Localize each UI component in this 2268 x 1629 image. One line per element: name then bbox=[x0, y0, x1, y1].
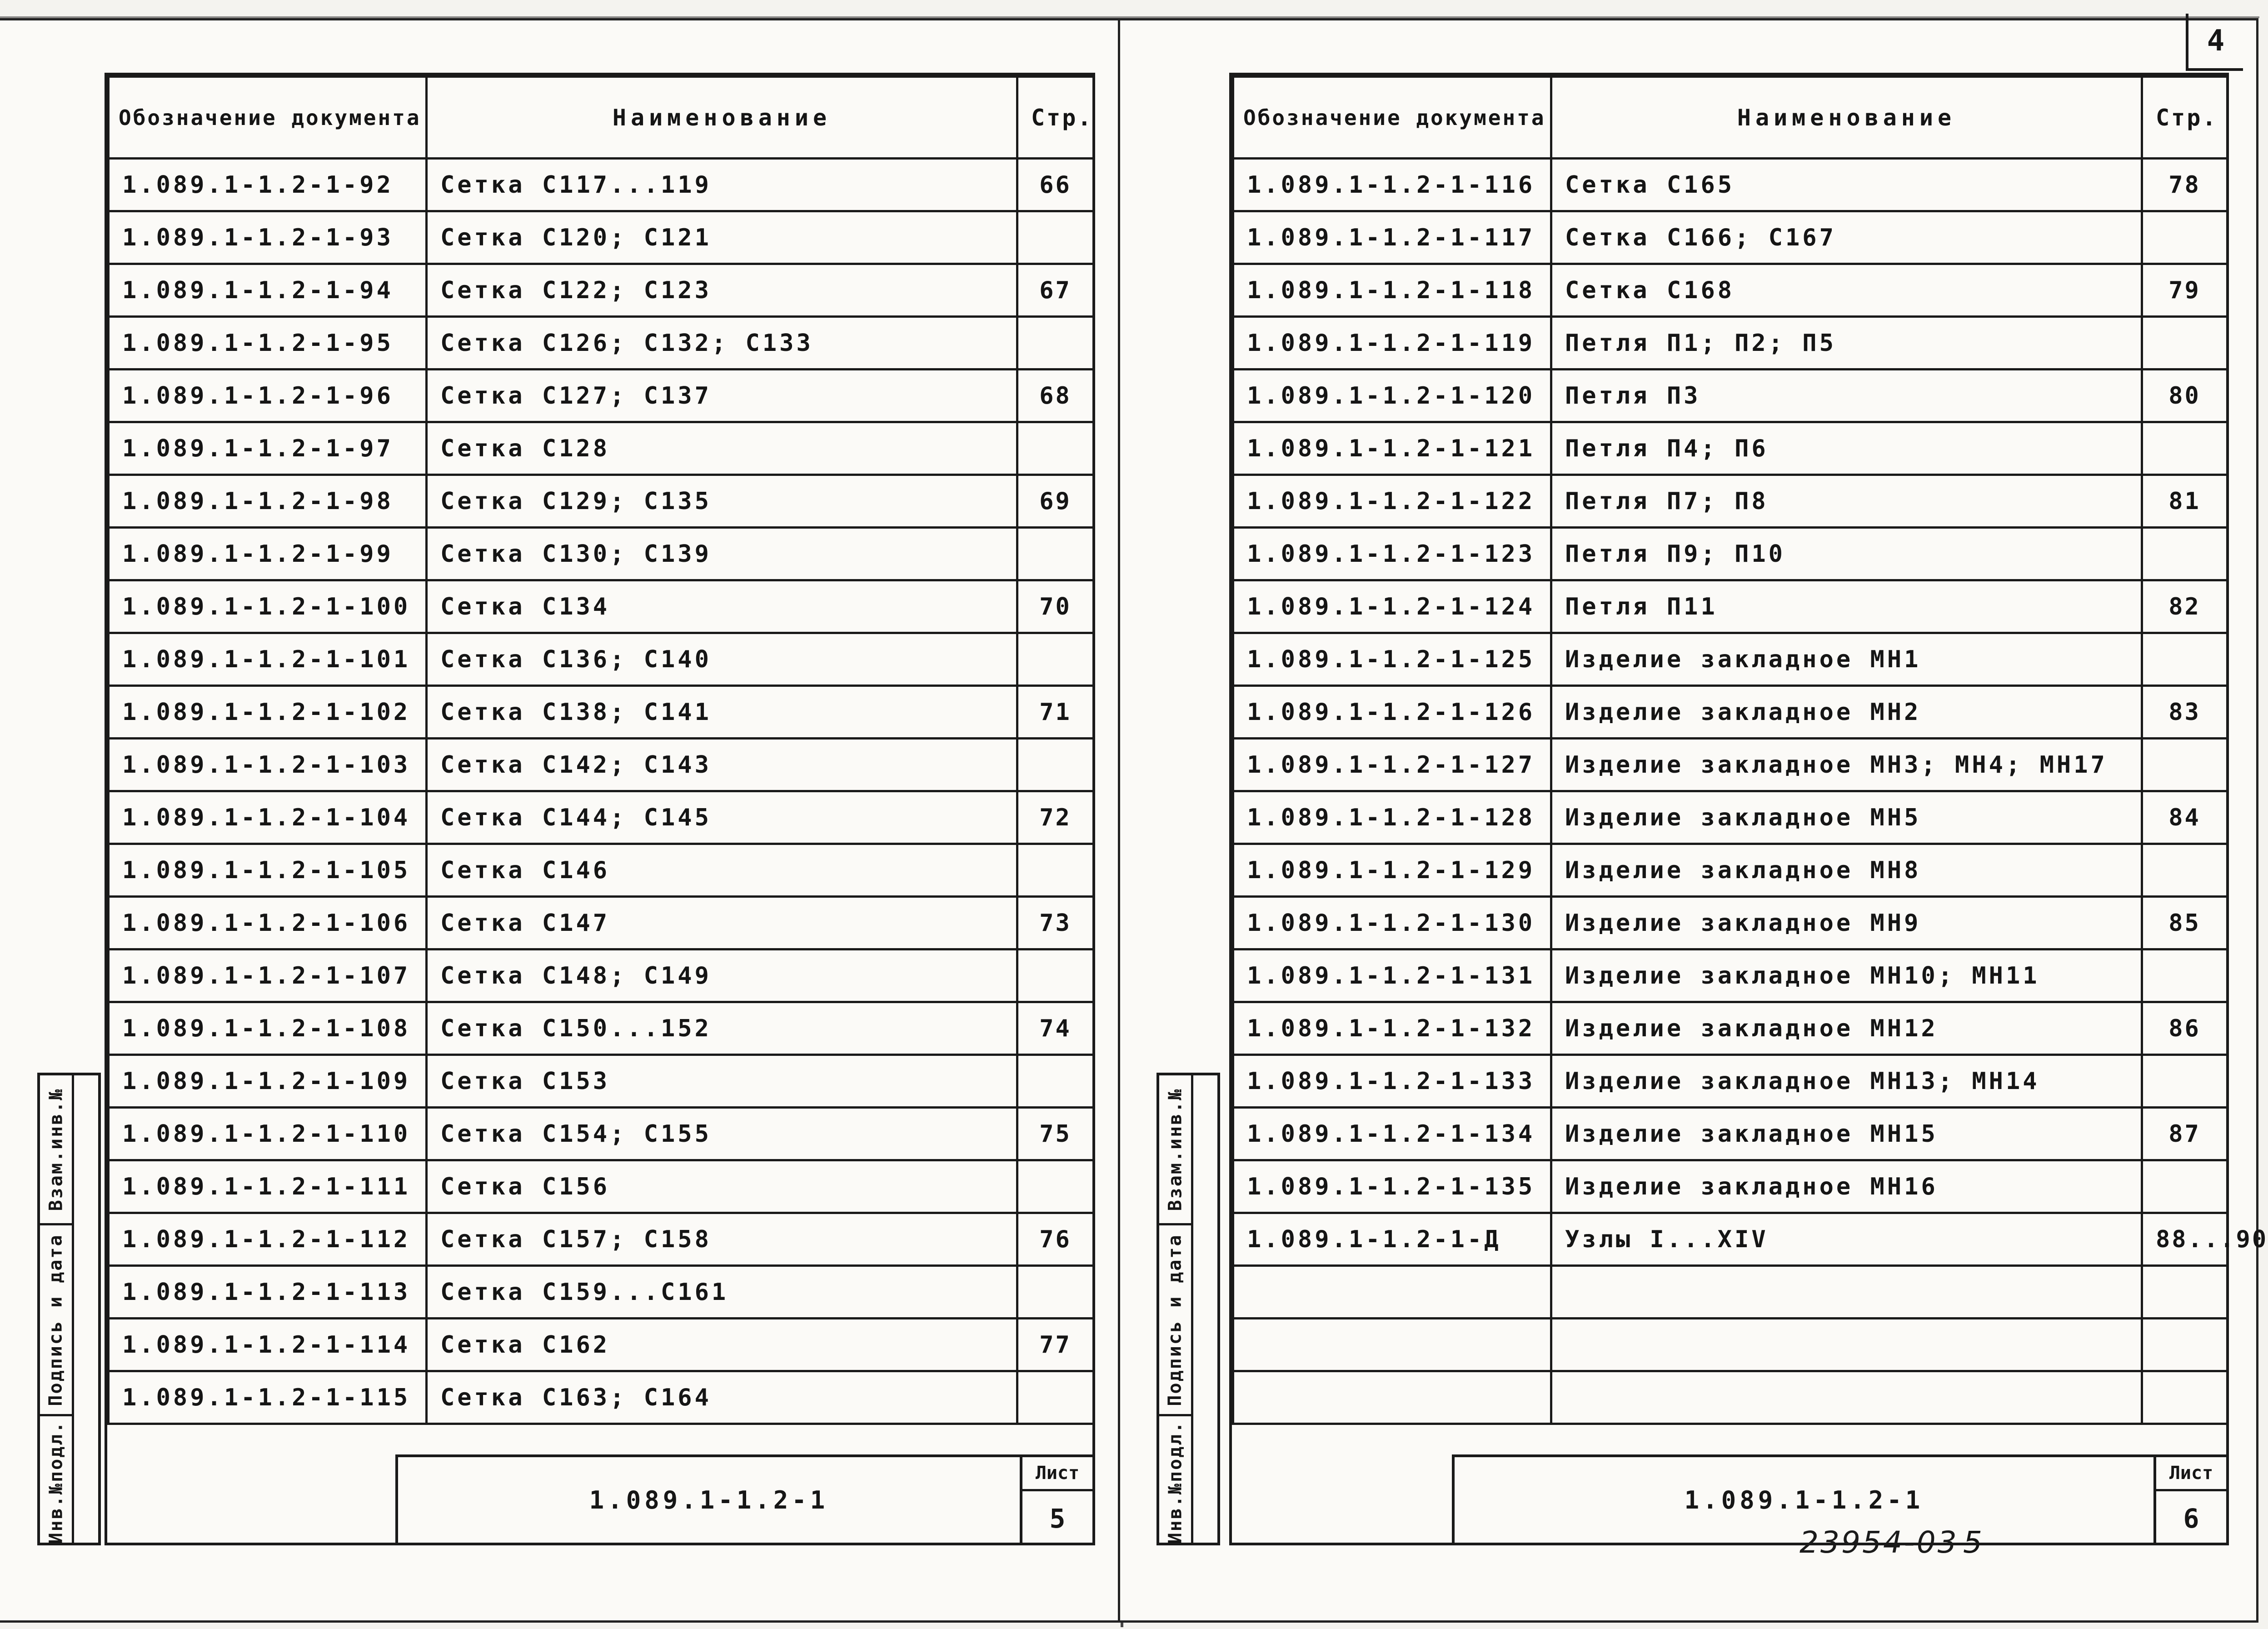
table-header-row bbox=[1233, 77, 2228, 159]
cell-document-code: 1.089.1-1.2-1-Д bbox=[1233, 1213, 1551, 1266]
cell-document-name: Изделие закладное МН15 bbox=[1551, 1108, 2142, 1160]
cell-page bbox=[1017, 211, 1094, 264]
side-cell-podpis bbox=[40, 1225, 72, 1416]
cell-document-code: 1.089.1-1.2-1-96 bbox=[109, 370, 427, 422]
cell-page: 85 bbox=[2142, 897, 2228, 949]
cell-document-code: 1.089.1-1.2-1-94 bbox=[109, 264, 427, 317]
left-contents-frame bbox=[105, 73, 1095, 1545]
cell-document-code: 1.089.1-1.2-1-129 bbox=[1233, 844, 1551, 897]
cell-page: 86 bbox=[2142, 1002, 2228, 1055]
cell-document-name: Изделие закладное МН10; МН11 bbox=[1551, 949, 2142, 1002]
cell-document-name: Изделие закладное МН1 bbox=[1551, 633, 2142, 686]
left-title-block bbox=[395, 1454, 1095, 1545]
cell-document-name: Изделие закладное МН9 bbox=[1551, 897, 2142, 949]
archive-number: 23954-03 bbox=[1799, 1525, 1959, 1560]
table-row bbox=[1233, 475, 2228, 528]
cell-document-name: Сетка С122; С123 bbox=[427, 264, 1017, 317]
cell-document-name: Сетка С126; С132; С133 bbox=[427, 317, 1017, 370]
side-cell-inv bbox=[40, 1416, 72, 1548]
cell-page: 87 bbox=[2142, 1108, 2228, 1160]
cell-page bbox=[2142, 739, 2228, 791]
cell-document-code: 1.089.1-1.2-1-110 bbox=[109, 1108, 427, 1160]
side-cell-vzam bbox=[1159, 1075, 1191, 1225]
right-contents-table bbox=[1232, 75, 2268, 1425]
header-name: Наименование bbox=[427, 77, 1017, 159]
cell-page bbox=[2142, 633, 2228, 686]
cell-page bbox=[2142, 528, 2228, 580]
cell-document-name: Петля П1; П2; П5 bbox=[1551, 317, 2142, 370]
cell-page bbox=[1017, 1055, 1094, 1108]
cell-document-code: 1.089.1-1.2-1-102 bbox=[109, 686, 427, 739]
table-row bbox=[1233, 1160, 2228, 1213]
cell-page: 84 bbox=[2142, 791, 2228, 844]
side-rule bbox=[1191, 1075, 1193, 1543]
header-page: Стр. bbox=[1017, 77, 1094, 159]
cell-page: 69 bbox=[1017, 475, 1094, 528]
right-stamp-sheet bbox=[2153, 1457, 2226, 1543]
cell-document-name: Сетка С163; С164 bbox=[427, 1371, 1017, 1424]
table-row bbox=[109, 1213, 1094, 1266]
cell-page: 74 bbox=[1017, 1002, 1094, 1055]
cell-document-name: Сетка С146 bbox=[427, 844, 1017, 897]
cell-page: 67 bbox=[1017, 264, 1094, 317]
cell-document-name: Сетка С136; С140 bbox=[427, 633, 1017, 686]
cell-document-code: 1.089.1-1.2-1-124 bbox=[1233, 580, 1551, 633]
cell-document-name: Петля П7; П8 bbox=[1551, 475, 2142, 528]
cell-page bbox=[2142, 949, 2228, 1002]
table-row bbox=[109, 1160, 1094, 1213]
cell-document-code: 1.089.1-1.2-1-115 bbox=[109, 1371, 427, 1424]
table-row bbox=[109, 1371, 1094, 1424]
cell-page bbox=[2142, 1319, 2228, 1371]
cell-document-code: 1.089.1-1.2-1-104 bbox=[109, 791, 427, 844]
cell-page bbox=[1017, 949, 1094, 1002]
left-stamp-sheet bbox=[1020, 1457, 1092, 1543]
table-row bbox=[109, 264, 1094, 317]
cell-page bbox=[2142, 317, 2228, 370]
cell-document-name: Сетка С144; С145 bbox=[427, 791, 1017, 844]
right-table-body bbox=[1233, 159, 2268, 1424]
header-code: Обозначение документа bbox=[1233, 77, 1551, 159]
table-row bbox=[109, 949, 1094, 1002]
cell-document-code: 1.089.1-1.2-1-97 bbox=[109, 422, 427, 475]
table-row bbox=[1233, 844, 2228, 897]
cell-page: 80 bbox=[2142, 370, 2228, 422]
side-rule bbox=[72, 1075, 74, 1543]
cell-document-code: 1.089.1-1.2-1-127 bbox=[1233, 739, 1551, 791]
table-row bbox=[109, 1055, 1094, 1108]
cell-document-name: Сетка С130; С139 bbox=[427, 528, 1017, 580]
header-page: Стр. bbox=[2142, 77, 2228, 159]
left-sheet-label: Лист bbox=[1022, 1457, 1092, 1491]
cell-document-code: 1.089.1-1.2-1-125 bbox=[1233, 633, 1551, 686]
cell-document-code: 1.089.1-1.2-1-93 bbox=[109, 211, 427, 264]
cell-page: 78 bbox=[2142, 159, 2228, 211]
cell-page: 72 bbox=[1017, 791, 1094, 844]
table-row bbox=[1233, 686, 2228, 739]
cell-document-code: 1.089.1-1.2-1-107 bbox=[109, 949, 427, 1002]
cell-document-name: Изделие закладное МН8 bbox=[1551, 844, 2142, 897]
cell-document-code bbox=[1233, 1266, 1551, 1319]
side-label-podpis: Подпись и дата bbox=[45, 1233, 66, 1406]
cell-document-name bbox=[1551, 1319, 2142, 1371]
cell-page bbox=[2142, 1160, 2228, 1213]
side-label-vzam: Взам.инв.№ bbox=[1165, 1088, 1186, 1211]
right-contents-frame bbox=[1229, 73, 2268, 1545]
table-row bbox=[1233, 1002, 2228, 1055]
header-name: Наименование bbox=[1551, 77, 2142, 159]
cell-page: 68 bbox=[1017, 370, 1094, 422]
cell-document-code: 1.089.1-1.2-1-111 bbox=[109, 1160, 427, 1213]
cell-document-name: Сетка С154; С155 bbox=[427, 1108, 1017, 1160]
table-row bbox=[109, 897, 1094, 949]
cell-page bbox=[1017, 739, 1094, 791]
table-row bbox=[1233, 317, 2228, 370]
cell-document-code: 1.089.1-1.2-1-106 bbox=[109, 897, 427, 949]
right-sheet-number: 6 bbox=[2183, 1503, 2199, 1534]
cell-document-name: Сетка С138; С141 bbox=[427, 686, 1017, 739]
cell-document-name: Сетка С117...119 bbox=[427, 159, 1017, 211]
left-table-body bbox=[109, 159, 1094, 1424]
header-code: Обозначение документа bbox=[109, 77, 427, 159]
cell-document-code bbox=[1233, 1371, 1551, 1424]
cell-document-name: Петля П3 bbox=[1551, 370, 2142, 422]
archive-page: 5 bbox=[1963, 1525, 1982, 1560]
cell-document-name: Сетка С166; С167 bbox=[1551, 211, 2142, 264]
cell-document-code: 1.089.1-1.2-1-130 bbox=[1233, 897, 1551, 949]
cell-document-code: 1.089.1-1.2-1-135 bbox=[1233, 1160, 1551, 1213]
cell-document-name: Сетка С134 bbox=[427, 580, 1017, 633]
cell-document-code: 1.089.1-1.2-1-118 bbox=[1233, 264, 1551, 317]
table-row bbox=[109, 791, 1094, 844]
cell-document-code: 1.089.1-1.2-1-126 bbox=[1233, 686, 1551, 739]
cell-document-name: Петля П9; П10 bbox=[1551, 528, 2142, 580]
cell-document-code: 1.089.1-1.2-1-132 bbox=[1233, 1002, 1551, 1055]
cell-document-code: 1.089.1-1.2-1-113 bbox=[109, 1266, 427, 1319]
table-row bbox=[109, 370, 1094, 422]
cell-document-code: 1.089.1-1.2-1-99 bbox=[109, 528, 427, 580]
cell-page: 83 bbox=[2142, 686, 2228, 739]
cell-document-name: Петля П4; П6 bbox=[1551, 422, 2142, 475]
cell-document-name: Изделие закладное МН2 bbox=[1551, 686, 2142, 739]
cell-document-code: 1.089.1-1.2-1-109 bbox=[109, 1055, 427, 1108]
left-side-strip bbox=[37, 1073, 101, 1545]
cell-document-code: 1.089.1-1.2-1-116 bbox=[1233, 159, 1551, 211]
cell-document-code: 1.089.1-1.2-1-108 bbox=[109, 1002, 427, 1055]
cell-document-code: 1.089.1-1.2-1-120 bbox=[1233, 370, 1551, 422]
cell-document-name: Сетка С165 bbox=[1551, 159, 2142, 211]
cell-document-name: Сетка С153 bbox=[427, 1055, 1017, 1108]
cell-page bbox=[2142, 211, 2228, 264]
table-row bbox=[1233, 1213, 2228, 1266]
cell-document-name: Изделие закладное МН16 bbox=[1551, 1160, 2142, 1213]
cell-document-name: Сетка С162 bbox=[427, 1319, 1017, 1371]
table-row bbox=[1233, 264, 2228, 317]
cell-page bbox=[1017, 422, 1094, 475]
corner-page-number: 4 bbox=[2186, 14, 2243, 71]
cell-document-name: Изделие закладное МН12 bbox=[1551, 1002, 2142, 1055]
cell-document-name: Изделие закладное МН5 bbox=[1551, 791, 2142, 844]
table-row bbox=[1233, 1266, 2228, 1319]
table-row bbox=[109, 844, 1094, 897]
table-row bbox=[109, 1319, 1094, 1371]
right-stamp-code: 1.089.1-1.2-1 bbox=[1684, 1485, 1924, 1514]
table-row bbox=[109, 159, 1094, 211]
cell-document-name bbox=[1551, 1371, 2142, 1424]
cell-page bbox=[2142, 422, 2228, 475]
cell-page bbox=[1017, 528, 1094, 580]
cell-page bbox=[1017, 633, 1094, 686]
side-cell-podpis bbox=[1159, 1225, 1191, 1416]
table-row bbox=[109, 1266, 1094, 1319]
table-row bbox=[109, 422, 1094, 475]
cell-document-name: Сетка С148; С149 bbox=[427, 949, 1017, 1002]
table-row bbox=[1233, 528, 2228, 580]
cell-page bbox=[1017, 1266, 1094, 1319]
table-row bbox=[1233, 791, 2228, 844]
right-sheet-label: Лист bbox=[2156, 1457, 2226, 1491]
cell-page bbox=[1017, 844, 1094, 897]
table-row bbox=[109, 686, 1094, 739]
table-row bbox=[1233, 1371, 2228, 1424]
cell-document-code: 1.089.1-1.2-1-92 bbox=[109, 159, 427, 211]
table-row bbox=[109, 739, 1094, 791]
side-cell-vzam bbox=[40, 1075, 72, 1225]
cell-document-code bbox=[1233, 1319, 1551, 1371]
cell-document-name: Сетка С142; С143 bbox=[427, 739, 1017, 791]
cell-document-code: 1.089.1-1.2-1-95 bbox=[109, 317, 427, 370]
cell-page: 73 bbox=[1017, 897, 1094, 949]
table-row bbox=[109, 528, 1094, 580]
cell-document-name: Сетка С159...С161 bbox=[427, 1266, 1017, 1319]
cell-document-code: 1.089.1-1.2-1-123 bbox=[1233, 528, 1551, 580]
cell-document-code: 1.089.1-1.2-1-103 bbox=[109, 739, 427, 791]
cell-page: 75 bbox=[1017, 1108, 1094, 1160]
cell-document-name: Сетка С120; С121 bbox=[427, 211, 1017, 264]
cell-document-code: 1.089.1-1.2-1-101 bbox=[109, 633, 427, 686]
cell-document-name: Сетка С157; С158 bbox=[427, 1213, 1017, 1266]
cell-document-code: 1.089.1-1.2-1-119 bbox=[1233, 317, 1551, 370]
cell-page bbox=[2142, 1055, 2228, 1108]
cell-document-name bbox=[1551, 1266, 2142, 1319]
table-row bbox=[1233, 1108, 2228, 1160]
cell-page: 76 bbox=[1017, 1213, 1094, 1266]
cell-document-name: Узлы I...XIV bbox=[1551, 1213, 2142, 1266]
table-row bbox=[109, 1108, 1094, 1160]
cell-document-code: 1.089.1-1.2-1-112 bbox=[109, 1213, 427, 1266]
cell-page bbox=[1017, 1160, 1094, 1213]
cell-document-code: 1.089.1-1.2-1-114 bbox=[109, 1319, 427, 1371]
cell-document-name: Изделие закладное МН13; МН14 bbox=[1551, 1055, 2142, 1108]
side-label-inv: Инв.№подл. bbox=[45, 1420, 67, 1544]
cell-document-name: Сетка С128 bbox=[427, 422, 1017, 475]
cell-page: 82 bbox=[2142, 580, 2228, 633]
cell-document-code: 1.089.1-1.2-1-98 bbox=[109, 475, 427, 528]
table-header-row bbox=[109, 77, 1094, 159]
cell-document-code: 1.089.1-1.2-1-133 bbox=[1233, 1055, 1551, 1108]
side-label-vzam: Взам.инв.№ bbox=[45, 1088, 67, 1211]
cell-page: 81 bbox=[2142, 475, 2228, 528]
table-row bbox=[109, 211, 1094, 264]
side-label-inv: Инв.№подл. bbox=[1165, 1420, 1186, 1544]
table-row bbox=[1233, 580, 2228, 633]
cell-page bbox=[1017, 1371, 1094, 1424]
cell-document-code: 1.089.1-1.2-1-122 bbox=[1233, 475, 1551, 528]
table-row bbox=[1233, 897, 2228, 949]
table-row bbox=[109, 580, 1094, 633]
cell-page: 66 bbox=[1017, 159, 1094, 211]
cell-document-name: Сетка С127; С137 bbox=[427, 370, 1017, 422]
table-row bbox=[1233, 1055, 2228, 1108]
table-row bbox=[109, 475, 1094, 528]
table-row bbox=[1233, 739, 2228, 791]
cell-page: 71 bbox=[1017, 686, 1094, 739]
cell-document-code: 1.089.1-1.2-1-105 bbox=[109, 844, 427, 897]
cell-document-code: 1.089.1-1.2-1-128 bbox=[1233, 791, 1551, 844]
left-stamp-code: 1.089.1-1.2-1 bbox=[589, 1485, 829, 1514]
table-row bbox=[1233, 159, 2228, 211]
cell-document-code: 1.089.1-1.2-1-100 bbox=[109, 580, 427, 633]
table-row bbox=[1233, 370, 2228, 422]
left-contents-table bbox=[107, 75, 1095, 1425]
cell-document-code: 1.089.1-1.2-1-131 bbox=[1233, 949, 1551, 1002]
cell-document-name: Сетка С129; С135 bbox=[427, 475, 1017, 528]
cell-page bbox=[2142, 1266, 2228, 1319]
table-row bbox=[109, 633, 1094, 686]
cell-page bbox=[2142, 1371, 2228, 1424]
cell-document-name: Сетка С156 bbox=[427, 1160, 1017, 1213]
cell-page: 79 bbox=[2142, 264, 2228, 317]
cell-document-name: Сетка С168 bbox=[1551, 264, 2142, 317]
cell-page: 77 bbox=[1017, 1319, 1094, 1371]
table-row bbox=[1233, 1319, 2228, 1371]
table-row bbox=[109, 317, 1094, 370]
table-row bbox=[1233, 633, 2228, 686]
table-row bbox=[1233, 949, 2228, 1002]
cell-page bbox=[1017, 317, 1094, 370]
cell-document-name: Изделие закладное МН3; МН4; МН17 bbox=[1551, 739, 2142, 791]
cell-document-code: 1.089.1-1.2-1-134 bbox=[1233, 1108, 1551, 1160]
cell-document-name: Петля П11 bbox=[1551, 580, 2142, 633]
cell-document-code: 1.089.1-1.2-1-121 bbox=[1233, 422, 1551, 475]
table-row bbox=[109, 1002, 1094, 1055]
side-cell-inv bbox=[1159, 1416, 1191, 1548]
side-label-podpis: Подпись и дата bbox=[1165, 1233, 1186, 1406]
table-row bbox=[1233, 422, 2228, 475]
left-sheet-number: 5 bbox=[1049, 1503, 1066, 1534]
right-side-strip bbox=[1156, 1073, 1220, 1545]
cell-document-name: Сетка С150...152 bbox=[427, 1002, 1017, 1055]
cell-document-name: Сетка С147 bbox=[427, 897, 1017, 949]
table-row bbox=[1233, 211, 2228, 264]
cell-document-code: 1.089.1-1.2-1-117 bbox=[1233, 211, 1551, 264]
cell-page: 88...90 bbox=[2142, 1213, 2228, 1266]
cell-page: 70 bbox=[1017, 580, 1094, 633]
cell-page bbox=[2142, 844, 2228, 897]
